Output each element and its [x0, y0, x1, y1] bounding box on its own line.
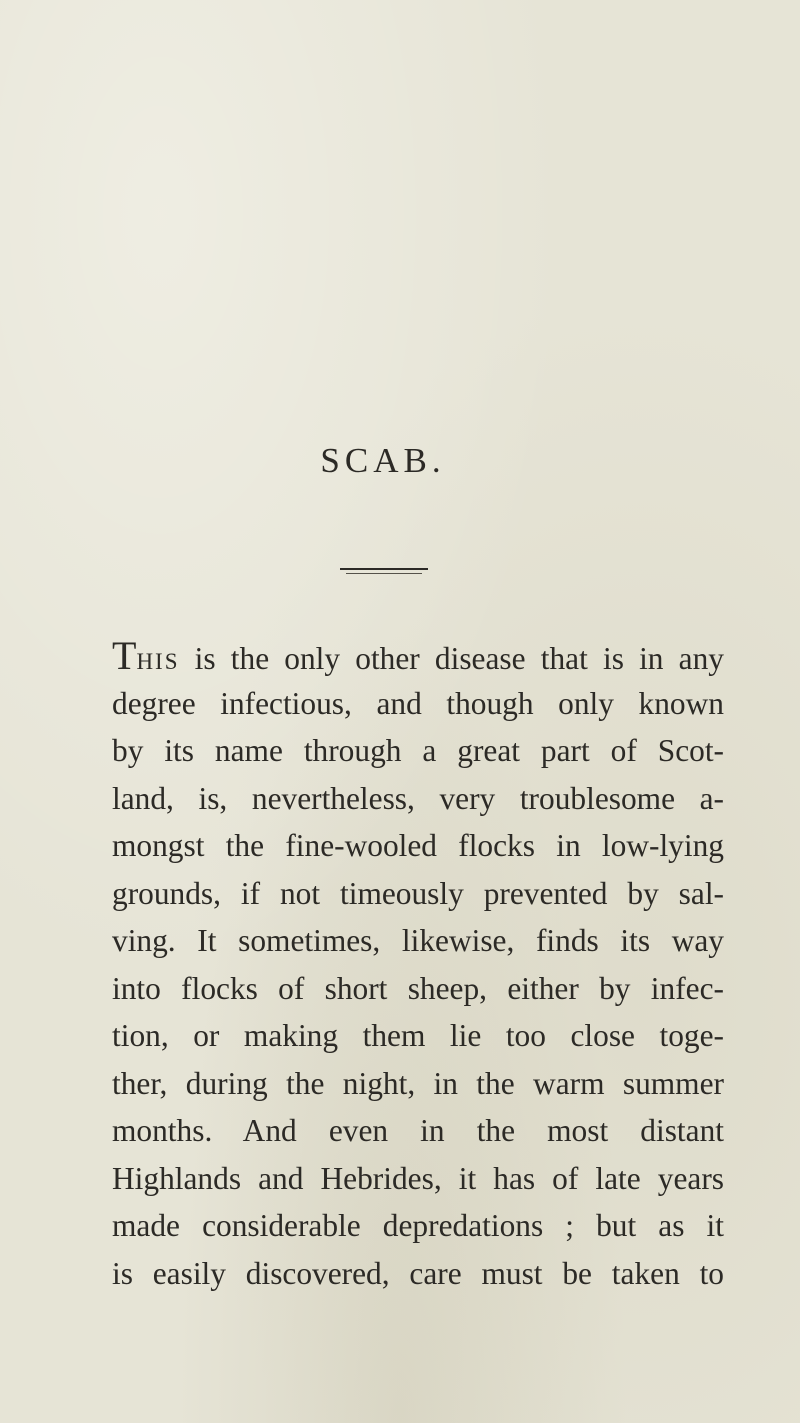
text-line-12: Highlands and Hebrides, it has of late years: [112, 1160, 724, 1196]
text-line-1: [112, 632, 724, 680]
body-paragraph: [112, 632, 724, 1297]
decorative-rule: [340, 568, 428, 570]
text-line-5: mongst the fine-wooled flocks in low-lying: [112, 828, 724, 863]
text-line-10: ther, during the night, in the warm summer: [112, 1065, 724, 1101]
text-line-11: months. And even in the most distant: [112, 1113, 724, 1148]
line-text: is the only other disease that is in any: [179, 641, 724, 676]
text-line-4: land, is, nevertheless, very troublesome a-: [112, 780, 724, 816]
small-caps: HIS: [136, 649, 180, 674]
text-line-9: tion, or making them lie too close toge-: [112, 1018, 724, 1053]
text-line-3: by its name through a great part of Scot-: [112, 733, 724, 768]
text-line-7: ving. It sometimes, likewise, finds its way: [112, 923, 724, 958]
text-line-8: into flocks of short sheep, either by infec-: [112, 970, 724, 1006]
text-line-14: is easily discovered, care must be taken to: [112, 1255, 724, 1291]
opening-word: [112, 633, 180, 678]
chapter-heading: SCAB.: [320, 441, 446, 480]
text-line-6: grounds, if not timeously prevented by sal-: [112, 875, 724, 911]
initial-capital: T: [112, 633, 137, 678]
text-line-2: degree infectious, and though only known: [112, 685, 724, 721]
text-line-13: made considerable depredations ; but as it: [112, 1208, 724, 1243]
